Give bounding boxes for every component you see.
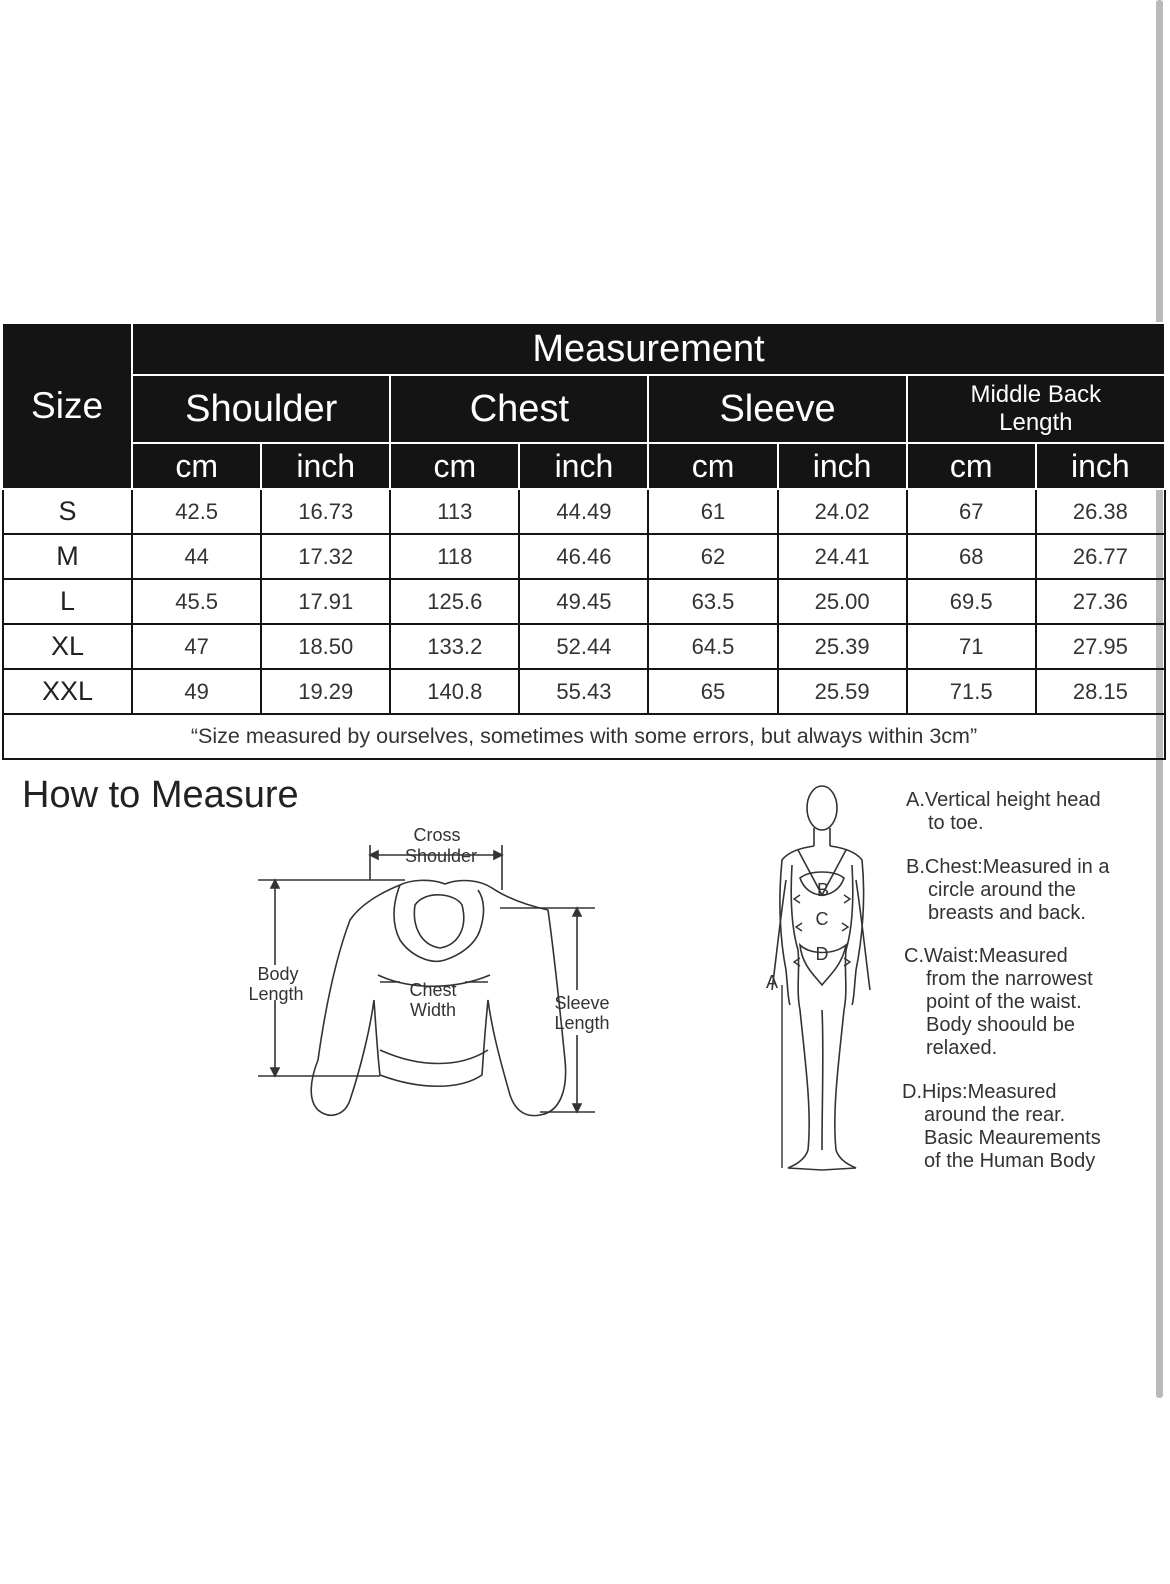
description-a-rest: to toe. xyxy=(928,812,984,834)
size-cell: XXL xyxy=(3,669,132,714)
body-figure-icon xyxy=(772,786,870,1170)
description-a-first: A.Vertical height head xyxy=(906,789,1101,811)
table-cell: 67 xyxy=(907,489,1036,534)
table-cell: 17.91 xyxy=(261,579,390,624)
table-cell: 25.59 xyxy=(778,669,907,714)
table-cell: 27.36 xyxy=(1036,579,1165,624)
body-length-label-1: Body xyxy=(257,964,299,984)
table-cell: 25.39 xyxy=(778,624,907,669)
table-cell: 45.5 xyxy=(132,579,261,624)
description-a xyxy=(906,789,1101,835)
description-d-rest: around the rear. Basic Meaurements of the Human Body xyxy=(924,1104,1101,1172)
description-c-rest: from the narrowest point of the waist. Body shoould be relaxed. xyxy=(926,968,1093,1059)
table-cell: 133.2 xyxy=(390,624,519,669)
table-cell: 47 xyxy=(132,624,261,669)
chest-width-label-1: Chest xyxy=(409,980,457,1000)
table-cell: 118 xyxy=(390,534,519,579)
body-length-label-2: Length xyxy=(248,984,304,1004)
unit-header: inch xyxy=(519,443,648,489)
description-d-first: D.Hips:Measured xyxy=(902,1081,1057,1103)
table-cell: 125.6 xyxy=(390,579,519,624)
table-cell: 55.43 xyxy=(519,669,648,714)
measurement-header: Measurement xyxy=(132,323,1165,375)
table-cell: 17.32 xyxy=(261,534,390,579)
table-cell: 24.41 xyxy=(778,534,907,579)
unit-header: inch xyxy=(1036,443,1165,489)
table-cell: 28.15 xyxy=(1036,669,1165,714)
middle-back-length-label: Middle Back Length xyxy=(970,381,1102,436)
unit-header: inch xyxy=(261,443,390,489)
size-cell: L xyxy=(3,579,132,624)
unit-header: cm xyxy=(907,443,1036,489)
description-b-rest: circle around the breasts and back. xyxy=(928,879,1086,924)
body-label-c: C xyxy=(815,909,829,929)
size-cell: S xyxy=(3,489,132,534)
description-d xyxy=(902,1081,1101,1173)
description-b xyxy=(906,856,1109,925)
table-cell: 63.5 xyxy=(648,579,777,624)
body-measure-marks xyxy=(782,895,850,1168)
body-label-b: B xyxy=(816,880,830,900)
description-c xyxy=(904,945,1093,1060)
table-cell: 46.46 xyxy=(519,534,648,579)
table-cell: 44 xyxy=(132,534,261,579)
body-label-d: D xyxy=(815,944,829,964)
size-cell: XL xyxy=(3,624,132,669)
size-header: Size xyxy=(3,323,132,489)
table-cell: 68 xyxy=(907,534,1036,579)
measure-lines xyxy=(258,845,595,1112)
table-cell: 44.49 xyxy=(519,489,648,534)
cross-shoulder-label-1: Cross xyxy=(413,825,461,845)
table-cell: 71 xyxy=(907,624,1036,669)
table-cell: 42.5 xyxy=(132,489,261,534)
table-cell: 140.8 xyxy=(390,669,519,714)
table-cell: 113 xyxy=(390,489,519,534)
table-cell: 64.5 xyxy=(648,624,777,669)
table-cell: 49.45 xyxy=(519,579,648,624)
body-label-a: A xyxy=(765,972,779,992)
table-cell: 19.29 xyxy=(261,669,390,714)
chest-width-label-2: Width xyxy=(409,1000,457,1020)
table-cell: 71.5 xyxy=(907,669,1036,714)
size-note: “Size measured by ourselves, sometimes with some errors, but always within 3cm” xyxy=(3,714,1165,759)
table-cell: 69.5 xyxy=(907,579,1036,624)
sleeve-header: Sleeve xyxy=(648,375,906,443)
table-cell: 16.73 xyxy=(261,489,390,534)
table-cell: 27.95 xyxy=(1036,624,1165,669)
description-c-first: C.Waist:Measured xyxy=(904,945,1068,967)
sleeve-length-label-2: Length xyxy=(554,1013,610,1033)
table-cell: 26.77 xyxy=(1036,534,1165,579)
description-b-first: B.Chest:Measured in a xyxy=(906,856,1110,878)
table-cell: 49 xyxy=(132,669,261,714)
table-cell: 62 xyxy=(648,534,777,579)
shoulder-header: Shoulder xyxy=(132,375,390,443)
table-cell: 52.44 xyxy=(519,624,648,669)
sleeve-length-label-1: Sleeve xyxy=(554,993,610,1013)
how-to-measure-title: How to Measure xyxy=(22,774,299,816)
chest-header: Chest xyxy=(390,375,648,443)
table-cell: 61 xyxy=(648,489,777,534)
unit-header: cm xyxy=(648,443,777,489)
table-cell: 24.02 xyxy=(778,489,907,534)
table-cell: 18.50 xyxy=(261,624,390,669)
size-cell: M xyxy=(3,534,132,579)
table-cell: 25.00 xyxy=(778,579,907,624)
unit-header: cm xyxy=(132,443,261,489)
table-cell: 26.38 xyxy=(1036,489,1165,534)
cross-shoulder-label-2: Shoulder xyxy=(404,846,478,866)
unit-header: inch xyxy=(778,443,907,489)
unit-header: cm xyxy=(390,443,519,489)
table-cell: 65 xyxy=(648,669,777,714)
